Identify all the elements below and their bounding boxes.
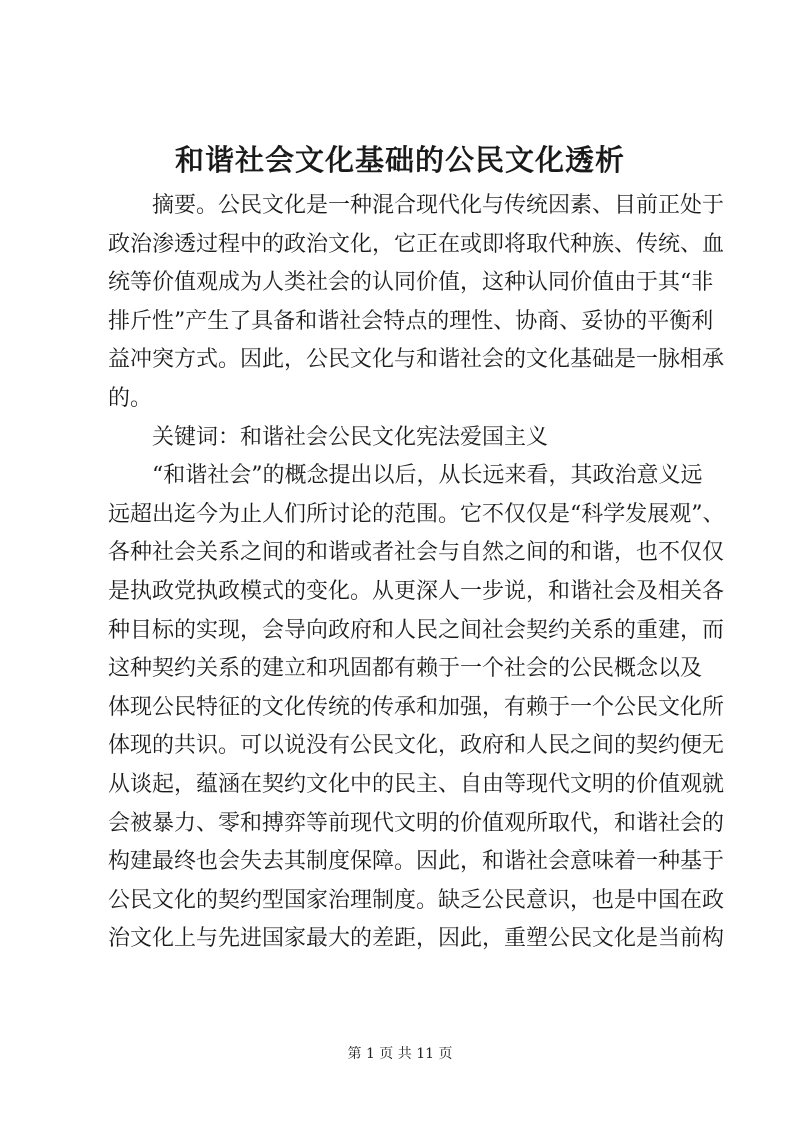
paragraph-line-11: 构建最终也会失去其制度保障。因此，和谐社会意味着一种基于 (108, 849, 725, 875)
paragraph-line-4: 是执政党执政模式的变化。从更深人一步说，和谐社会及相关各 (108, 578, 725, 604)
abstract-line-2: 政治渗透过程中的政治文化，它正在或即将取代种族、传统、血 (108, 231, 725, 257)
paragraph-line-2: 远超出迄今为止人们所讨论的范围。它不仅仅是“科学发展观”、 (108, 501, 725, 527)
page-footer: 第 1 页 共 11 页 (347, 1046, 453, 1062)
paragraph-line-7: 体现公民特征的文化传统的传承和加强，有赖于一个公民文化所 (108, 694, 725, 720)
abstract-line-4: 排斤性”产生了具备和谐社会特点的理性、协商、妥协的平衡利 (108, 308, 714, 334)
paragraph-line-10: 会被暴力、零和搏弈等前现代文明的价值观所取代，和谐社会的 (108, 810, 725, 836)
paragraph-line-6: 这种契约关系的建立和巩固都有赖于一个社会的公民概念以及 (108, 656, 703, 682)
document-body (108, 187, 725, 959)
abstract-line-6: 的。 (108, 385, 153, 411)
paragraph-line-9: 从谈起，蕴涵在契约文化中的民主、自由等现代文明的价值观就 (108, 771, 725, 797)
paragraph-line-1: “和谐社会”的概念提出以后，从长远来看，其政治意义远 (152, 463, 703, 489)
abstract-line-3: 统等价值观成为人类社会的认同价值，这种认同价值由于其“非 (108, 270, 714, 296)
paragraph-line-5: 种目标的实现，会导向政府和人民之间社会契约关系的重建，而 (108, 617, 725, 643)
document-title: 和谐社会文化基础的公民文化透析 (174, 143, 625, 177)
paragraph-line-8: 体现的共识。可以说没有公民文化，政府和人民之间的契约便无 (108, 733, 725, 759)
keywords-line: 关键词：和谐社会公民文化宪法爱国主义 (152, 424, 549, 450)
abstract-line-5: 益冲突方式。因此，公民文化与和谐社会的文化基础是一脉相承 (108, 347, 725, 373)
paragraph-line-13: 治文化上与先进国家最大的差距，因此，重塑公民文化是当前构 (108, 926, 725, 952)
paragraph-line-3: 各种社会关系之间的和谐或者社会与自然之间的和谐，也不仅仅 (108, 540, 725, 566)
abstract-line-1: 摘要。公民文化是一种混合现代化与传统因素、目前正处于 (152, 193, 725, 218)
paragraph-line-12: 公民文化的契约型国家治理制度。缺乏公民意识，也是中国在政 (108, 887, 725, 913)
